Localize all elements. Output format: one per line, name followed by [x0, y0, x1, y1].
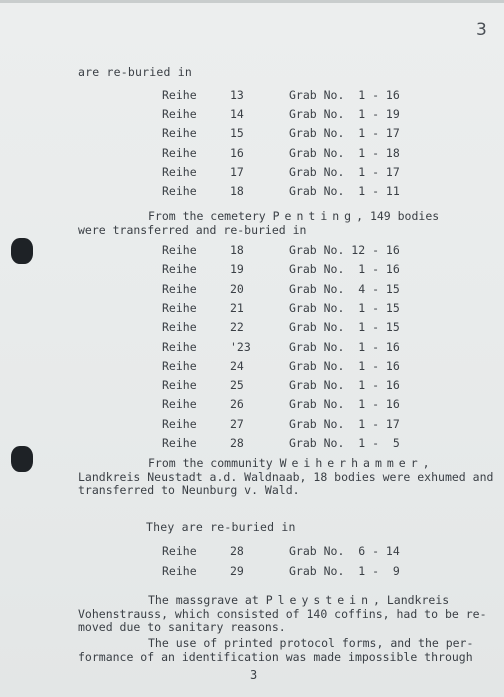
- place-weiherhammer: Weiherhammer: [279, 456, 423, 470]
- footer-page-number: 3: [250, 668, 258, 682]
- reihe-number: 28: [230, 544, 244, 558]
- weiher-line-1: [78, 457, 478, 471]
- pleystein-text: The massgrave at: [148, 593, 266, 607]
- reihe-number: 29: [230, 564, 244, 578]
- paragraph-pleystein: [78, 593, 487, 635]
- pleystein-text-post: , Landkreis: [373, 593, 450, 607]
- reihe-label: Reihe: [162, 164, 197, 179]
- grab-range: Grab No. 1 - 16: [289, 88, 400, 102]
- reihe-label: Reihe: [162, 436, 197, 450]
- grab-range: Grab No. 1 - 17: [289, 416, 400, 431]
- grab-range: Grab No. 1 - 9: [289, 564, 400, 578]
- penting-line-1: [78, 210, 478, 224]
- paragraph-protocol: [78, 637, 478, 664]
- reihe-number: 26: [230, 397, 244, 412]
- reihe-number: 27: [230, 416, 244, 431]
- reihe-number: 17: [230, 164, 244, 179]
- weiher-line-2: Landkreis Neustadt a.d. Waldnaab, 18 bodies were exhumed and: [78, 469, 494, 484]
- grab-range: Grab No. 1 - 16: [289, 397, 400, 412]
- weiher-line-3: transferred to Neunburg v. Wald.: [78, 483, 300, 497]
- reihe-number: 25: [230, 378, 244, 393]
- place-pleystein: Pleystein: [265, 593, 374, 607]
- grab-range: Grab No. 1 - 15: [289, 320, 400, 335]
- reihe-label: Reihe: [162, 416, 197, 431]
- reihe-label: Reihe: [162, 378, 197, 393]
- grab-range: Grab No. 1 - 19: [289, 107, 400, 122]
- reihe-label: Reihe: [162, 262, 197, 277]
- reihe-label: Reihe: [162, 300, 197, 315]
- punch-hole: [11, 446, 33, 472]
- grab-range: Grab No. 12 - 16: [289, 243, 400, 257]
- reihe-number: 22: [230, 320, 244, 335]
- weiher-text: From the community: [148, 456, 280, 470]
- reihe-label: Reihe: [162, 107, 197, 122]
- reihe-number: 18: [230, 243, 244, 257]
- grab-range: Grab No. 1 - 5: [289, 436, 400, 450]
- grab-range: Grab No. 1 - 15: [289, 300, 400, 315]
- paragraph-weiherhammer: [78, 456, 494, 498]
- grab-range: Grab No. 4 - 15: [289, 281, 400, 296]
- reihe-label: Reihe: [162, 126, 197, 141]
- paragraph-penting: [78, 210, 478, 237]
- grab-range: Grab No. 1 - 17: [289, 164, 400, 179]
- weiher-text-post: ,: [422, 456, 430, 470]
- reihe-label: Reihe: [162, 544, 197, 558]
- reihe-label: Reihe: [162, 243, 197, 257]
- reihe-label: Reihe: [162, 145, 197, 160]
- grab-range: Grab No. 1 - 17: [289, 126, 400, 141]
- corner-page-number: 3: [476, 20, 487, 40]
- reihe-number: 14: [230, 107, 244, 122]
- intro-line: are re-buried in: [78, 65, 192, 79]
- reihe-number: 24: [230, 358, 244, 373]
- grab-range: Grab No. 1 - 11: [289, 184, 400, 198]
- reihe-label: Reihe: [162, 564, 197, 578]
- penting-text-post: , 149 bodies: [356, 209, 440, 223]
- page-top-edge: [0, 0, 504, 3]
- reihe-label: Reihe: [162, 397, 197, 412]
- reihe-number: 19: [230, 262, 244, 277]
- reihe-label: Reihe: [162, 88, 197, 102]
- grab-range: Grab No. 6 - 14: [289, 544, 400, 558]
- reihe-number: 15: [230, 126, 244, 141]
- reihe-number: '23: [230, 339, 251, 354]
- reihe-number: 18: [230, 184, 244, 198]
- reihe-label: Reihe: [162, 358, 197, 373]
- punch-hole: [11, 238, 33, 264]
- reihe-number: 13: [230, 88, 244, 102]
- reihe-number: 28: [230, 436, 244, 450]
- reihe-label: Reihe: [162, 184, 197, 198]
- place-penting: Penting: [272, 209, 357, 223]
- reihe-label: Reihe: [162, 320, 197, 335]
- grab-range: Grab No. 1 - 16: [289, 378, 400, 393]
- grab-range: Grab No. 1 - 16: [289, 339, 400, 354]
- penting-line-2: were transferred and re-buried in: [78, 222, 307, 237]
- protocol-line-2: formance of an identification was made impossible through: [78, 649, 473, 664]
- protocol-line-1: The use of printed protocol forms, and the per-: [148, 636, 474, 650]
- grab-range: Grab No. 1 - 16: [289, 358, 400, 373]
- pleystein-line-1: [78, 594, 478, 608]
- reihe-number: 21: [230, 300, 244, 315]
- penting-text: From the cemetery: [148, 209, 273, 223]
- reihe-label: Reihe: [162, 281, 197, 296]
- reihe-label: Reihe: [162, 339, 197, 354]
- they-line: They are re-buried in: [146, 520, 296, 534]
- pleystein-line-3: moved due to sanitary reasons.: [78, 620, 286, 634]
- reihe-number: 16: [230, 145, 244, 160]
- reihe-number: 20: [230, 281, 244, 296]
- grab-range: Grab No. 1 - 18: [289, 145, 400, 160]
- pleystein-line-2: Vohenstrauss, which consisted of 140 coffins, had to be re-: [78, 606, 487, 621]
- grab-range: Grab No. 1 - 16: [289, 262, 400, 277]
